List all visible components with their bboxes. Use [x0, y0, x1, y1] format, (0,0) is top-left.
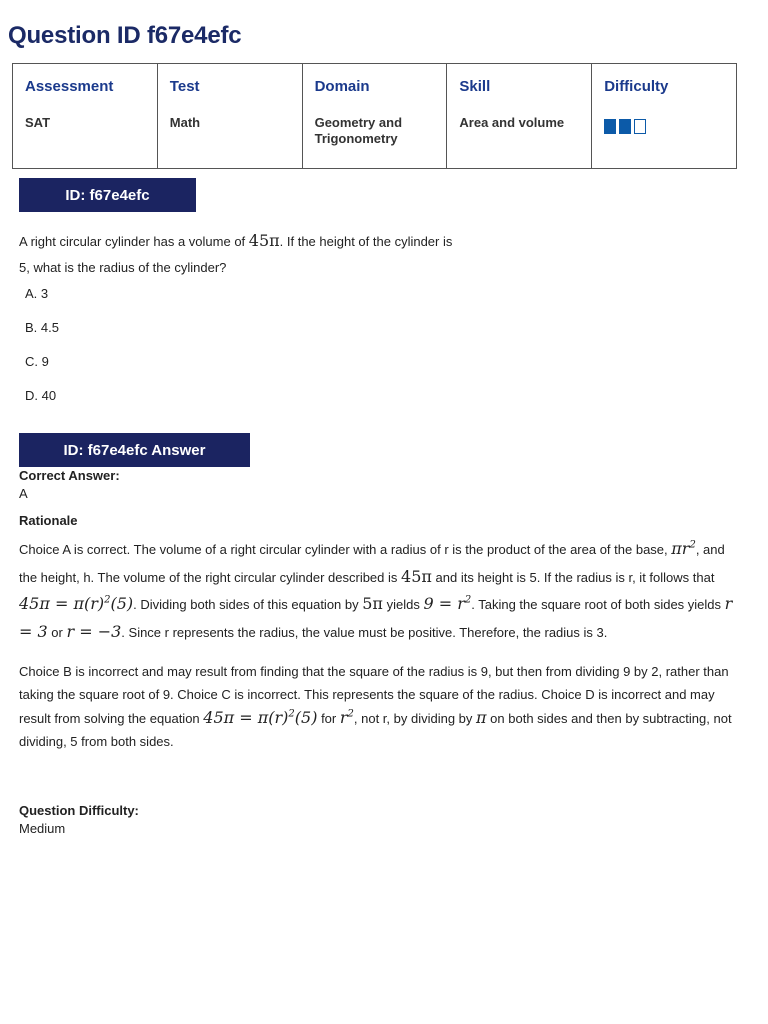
assessment-header: Assessment: [25, 78, 114, 95]
difficulty-header: Difficulty: [604, 78, 669, 95]
test-header: Test: [169, 78, 200, 95]
r1-text-7: or: [51, 624, 63, 640]
r1-math-square: $9 = r^2$: [423, 594, 472, 613]
difficulty-cell: [592, 64, 737, 169]
r2-text-2: for: [321, 711, 337, 726]
test-value: Math: [169, 115, 201, 130]
r1-math-area: $\pi r^2$: [671, 539, 696, 558]
r2-text-3: , not r, by dividing by: [353, 711, 473, 726]
question-text-part-1: A right circular cylinder has a volume of: [19, 234, 246, 249]
question-id-banner: ID: f67e4efc: [19, 178, 196, 212]
choice-a[interactable]: A. 3: [25, 286, 49, 301]
r1-text-5: yields: [386, 597, 420, 612]
choice-d[interactable]: D. 40: [25, 388, 57, 403]
difficulty-value: Medium: [19, 821, 66, 836]
skill-header: Skill: [459, 78, 491, 95]
skill-value: Area and volume: [459, 115, 565, 130]
difficulty-bar-filled: [604, 119, 616, 134]
question-text-part-2: . If the height of the cylinder is 5, what is the radius of the cylinder?: [19, 234, 453, 275]
r1-text-4: . Dividing both sides of this equation by: [133, 597, 359, 612]
r1-text-3: and its height is 5. If the radius is r, it follows that: [435, 569, 715, 585]
r1-text-1: Choice A is correct. The volume of a right circular cylinder with a radius of r is the product of the area of the base,: [19, 542, 668, 557]
rationale-paragraph-1: [19, 536, 741, 646]
rationale-paragraph-2: [19, 660, 741, 753]
domain-value: Geometry and Trigonometry: [314, 115, 403, 146]
r1-math-positive-root: r = 3: [19, 594, 733, 641]
difficulty-bar-filled: [619, 119, 631, 134]
test-cell: [157, 64, 302, 169]
page-title: Question ID f67e4efc: [8, 22, 242, 49]
choice-b[interactable]: B. 4.5: [25, 320, 59, 335]
r1-math-volume: 45π: [401, 566, 432, 586]
r2-text-4: on both sides and then by subtracting, not dividing, 5 from both sides.: [19, 711, 732, 749]
correct-answer-label: Correct Answer:: [19, 468, 120, 483]
r1-text-8: . Since r represents the radius, the value must be positive. Therefore, the radius is 3.: [121, 624, 608, 640]
r2-text-1: Choice B is incorrect and may result from finding that the square of the radius is 9, but then from dividing 9 by 2, rather than taking the square root of 9. Choice C is incorrect. This represents the square of the radius. Choice D is incorrect and may result from solving the equation: [19, 664, 729, 726]
question-volume-math: 45π: [248, 231, 280, 250]
domain-header: Domain: [314, 78, 370, 95]
r1-text-6: . Taking the square root of both sides yields: [471, 597, 722, 612]
difficulty-meter: [604, 119, 724, 134]
r1-math-negative-root: r = −3: [66, 621, 122, 641]
r2-math-r-squared: $r^2$: [339, 708, 354, 727]
question-text: [19, 228, 459, 281]
difficulty-bar-empty: [634, 119, 646, 134]
rationale-label: Rationale: [19, 513, 78, 528]
domain-cell: [302, 64, 447, 169]
r1-math-equation: $45\pi = \pi(r)^2(5)$: [19, 594, 134, 613]
difficulty-label: Question Difficulty:: [19, 803, 139, 818]
r2-math-pi: π: [476, 708, 487, 727]
skill-cell: [447, 64, 592, 169]
question-meta-table: [12, 63, 737, 169]
answer-id-banner: ID: f67e4efc Answer: [19, 433, 250, 467]
r1-text-2: , and the height, h. The volume of the right circular cylinder described is: [19, 542, 725, 585]
correct-answer-value: A: [19, 486, 28, 501]
choice-c[interactable]: C. 9: [25, 354, 49, 369]
r1-math-divisor: 5π: [362, 594, 383, 613]
assessment-value: SAT: [25, 115, 51, 130]
r2-math-equation: $45\pi = \pi(r)^2(5)$: [203, 708, 318, 727]
assessment-cell: [13, 64, 158, 169]
